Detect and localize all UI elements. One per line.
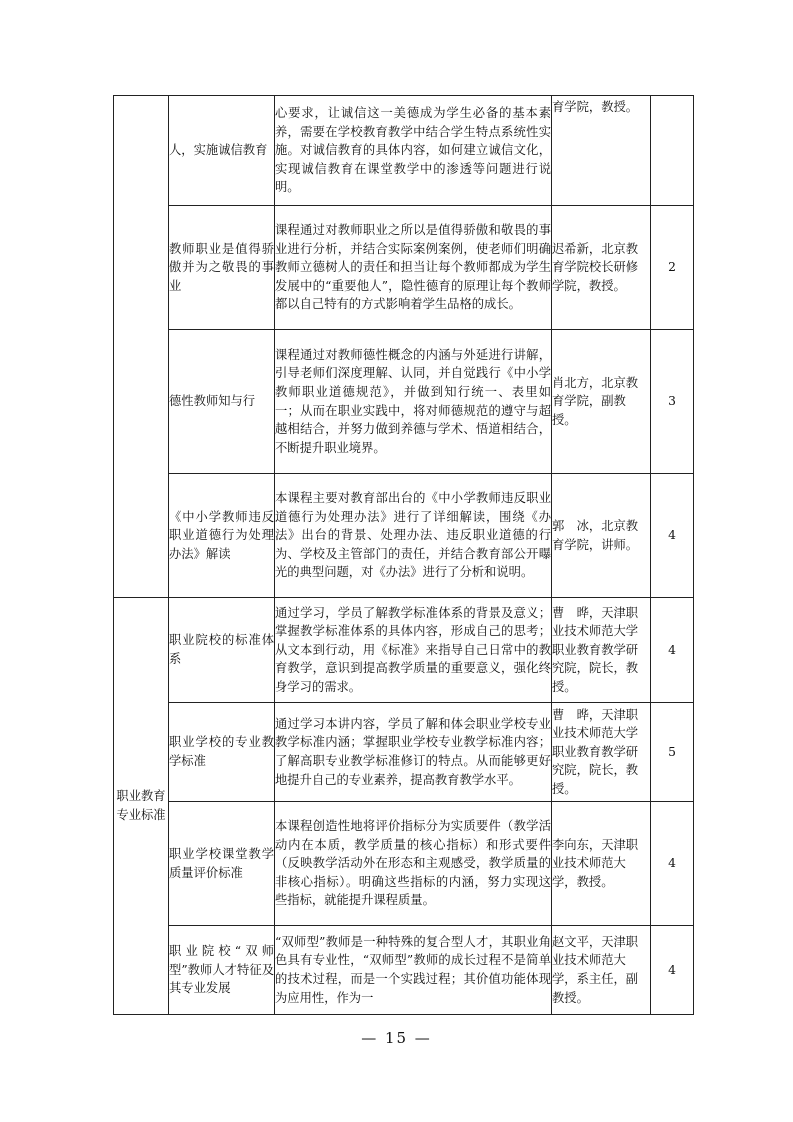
course-lecturer: 育学院，教授。 [552,96,651,206]
table-row [114,474,694,598]
category-cell [114,96,169,598]
course-hours: 4 [651,474,694,598]
course-table [113,95,694,1015]
course-title: 《中小学教师违反职业道德行为处理办法》解读 [169,474,275,598]
course-lecturer: 迟希新，北京教育学院校长研修学院，教授。 [552,206,651,330]
course-hours [651,96,694,206]
course-description: 通过学习本讲内容，学员了解和体会职业学校专业教学标准内涵；掌握职业学校专业教学标准内容；了解高职专业教学标准修订的特点。从而能够更好地提升自己的专业素养，提高教育教学水平。 [275,703,552,802]
table-row [114,703,694,802]
course-description: “双师型”教师是一种特殊的复合型人才，其职业角色具有专业性，“双师型”教师的成长过程不是简单的技术过程，而是一个实践过程；其价值功能体现为应用性，作为一 [275,926,552,1015]
course-hours: 4 [651,802,694,926]
course-hours: 4 [651,598,694,703]
table-row [114,802,694,926]
category-cell: 职业教育专业标准 [114,598,169,1015]
table-row [114,206,694,330]
course-description: 课程通过对教师职业之所以是值得骄傲和敬畏的事业进行分析，并结合实际案例案例，使老师们明确教师立德树人的责任和担当让每个教师都成为学生发展中的“重要他人”，隐性德育的原理让每个教师都以自己特有的方式影响着学生品格的成长。 [275,206,552,330]
course-hours: 4 [651,926,694,1015]
table-row [114,330,694,474]
course-lecturer: 肖北方，北京教育学院，副教授。 [552,330,651,474]
course-hours: 5 [651,703,694,802]
course-hours: 2 [651,206,694,330]
course-lecturer: 曹 晔，天津职业技术师范大学职业教育教学研究院，院长，教授。 [552,703,651,802]
table-row [114,926,694,1015]
course-title: 职业院校“双师型”教师人才特征及其专业发展 [169,926,275,1015]
table-row [114,598,694,703]
course-title: 人，实施诚信教育 [169,96,275,206]
course-title: 职业学校课堂教学质量评价标准 [169,802,275,926]
course-title: 职业学校的专业教学标准 [169,703,275,802]
course-title: 职业院校的标准体系 [169,598,275,703]
page-number: — 15 — [361,1029,432,1047]
course-description: 本课程创造性地将评价指标分为实质要件（教学活动内在本质，教学质量的核心指标）和形式要件（反映教学活动外在形态和主观感受，教学质量的非核心指标）。明确这些指标的内涵，努力实现这些指标，就能提升课程质量。 [275,802,552,926]
course-description: 通过学习，学员了解教学标准体系的背景及意义；掌握教学标准体系的具体内容，形成自己的思考；从文本到行动，用《标准》来指导自己日常中的教育教学，意识到提高教学质量的重要意义，强化终身学习的需求。 [275,598,552,703]
course-lecturer: 曹 晔，天津职业技术师范大学职业教育教学研究院，院长，教授。 [552,598,651,703]
course-description: 本课程主要对教育部出台的《中小学教师违反职业道德行为处理办法》进行了详细解读，围绕《办法》出台的背景、处理办法、违反职业道德的行为、学校及主管部门的责任，并结合教育部公开曝光的典型问题，对《办法》进行了分析和说明。 [275,474,552,598]
course-description: 课程通过对教师德性概念的内涵与外延进行讲解，引导老师们深度理解、认同，并自觉践行《中小学教师职业道德规范》，并做到知行统一、表里如一；从而在职业实践中，将对师德规范的遵守与超越相结合，并努力做到养德与学术、悟道相结合，不断提升职业境界。 [275,330,552,474]
course-hours: 3 [651,330,694,474]
course-title: 德性教师知与行 [169,330,275,474]
course-lecturer: 郭 冰，北京教育学院，讲师。 [552,474,651,598]
course-description: 心要求，让诚信这一美德成为学生必备的基本素养，需要在学校教育教学中结合学生特点系统性实施。对诚信教育的具体内容，如何建立诚信文化，实现诚信教育在课堂教学中的渗透等问题进行说明。 [275,96,552,206]
course-title: 教师职业是值得骄傲并为之敬畏的事业 [169,206,275,330]
course-lecturer: 赵文平，天津职业技术师范大学，系主任，副教授。 [552,926,651,1015]
course-lecturer: 李向东，天津职业技术师范大学，教授。 [552,802,651,926]
table-row [114,96,694,206]
